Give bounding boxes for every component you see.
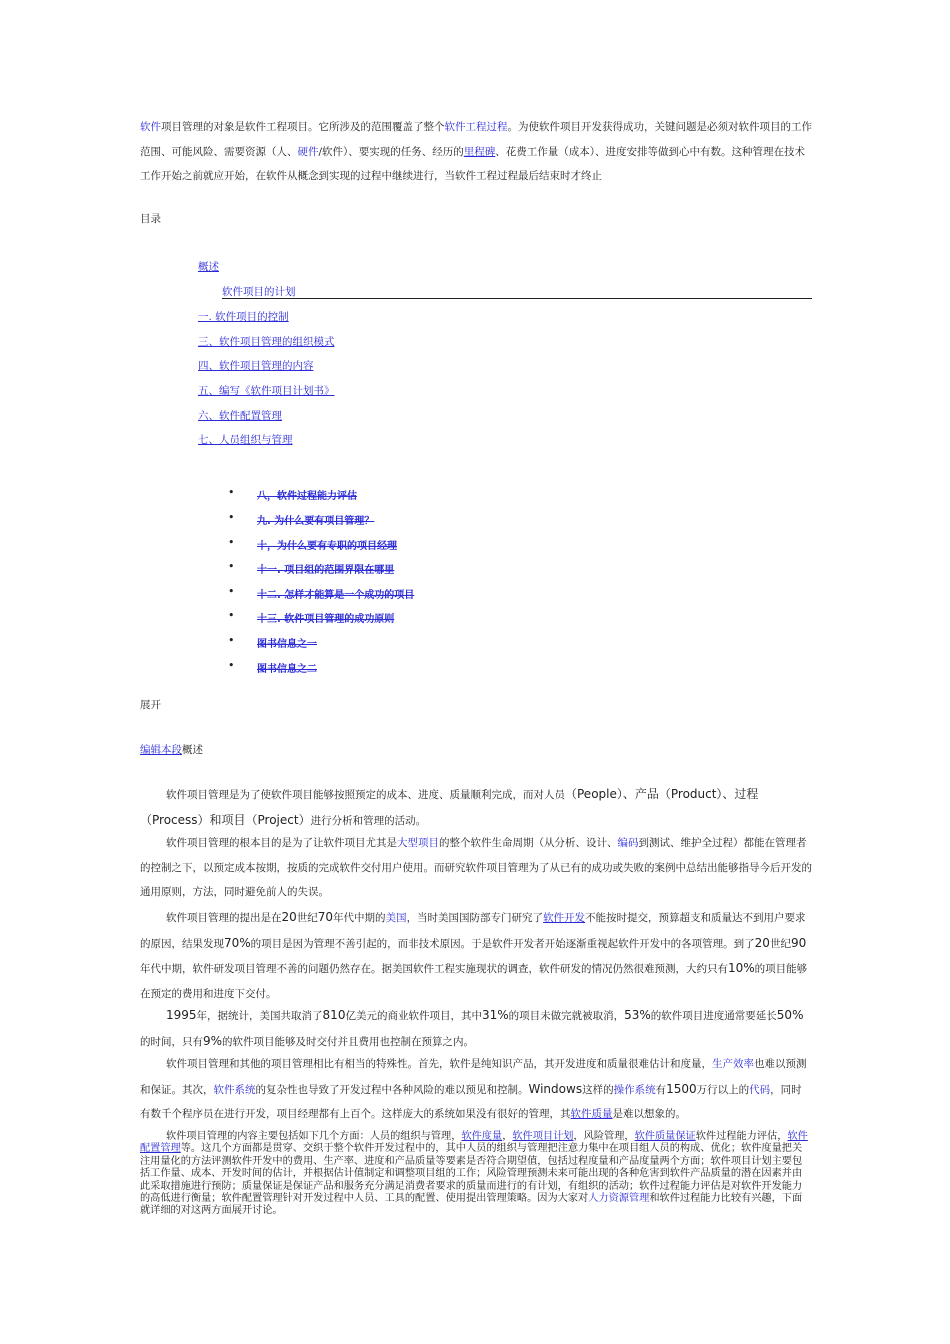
intro-link-software-engineering-process[interactable]: 软件工程过程 [444, 121, 508, 133]
toc-link-content[interactable]: 四、软件项目管理的内容 [198, 360, 314, 372]
paragraph-specialness: 软件项目管理和其他的项目管理相比有相当的特殊性。首先，软件是纯知识产品，其开发进度和质量很难估计和度量，生产效率也难以预测和保证。其次，软件系统的复杂性也导致了开发过程中各种风险的难以预见和控制。Windows这样的操作系统有1500万行以上的代码，同时有数千个程序员在进行开发，项目经理都有上百个。这样庞大的系统如果没有很好的管理，其软件质量是难以想象的。 [140, 1058, 807, 1120]
link-software-quality[interactable]: 软件质量 [570, 1108, 613, 1120]
section-title: 概述 [182, 744, 203, 756]
toc-link-overview[interactable]: 概述 [198, 261, 219, 273]
link-software-config-management[interactable]: 软件配置管理 [140, 1131, 808, 1155]
toc-divider [222, 298, 812, 299]
intro-link-milestone[interactable]: 里程碑 [463, 145, 496, 158]
toc-link-plan-doc[interactable]: 五、编写《软件项目计划书》 [198, 385, 335, 397]
link-human-resource-management[interactable]: 人力资源管理 [588, 1193, 650, 1205]
paragraph-history: 软件项目管理的提出是在20世纪70年代中期的美国，当时美国国防部专门研究了软件开发不能按时提交，预算超支和质量达不到用户要求的原因，结果发现70%的项目是因为管理不善引起的，而非技术原因。于是软件开发者开始逐渐重视起软件开发中的各项管理。到了20世纪90年代中期，软件研发项目管理不善的问题仍然存在。据美国软件工程实施现状的调查，软件研发的情况仍然很难预测，大约只有10%的项目能够在预定的费用和进度下交付。 [140, 910, 808, 1000]
link-software-quality-assurance[interactable]: 软件质量保证 [634, 1131, 696, 1142]
expand-toggle[interactable]: 展开 [140, 699, 161, 711]
paragraph-contents: 软件项目管理的内容主要包括如下几个方面：人员的组织与管理，软件度量，软件项目计划，风险管理，软件质量保证软件过程能力评估，软件配置管理等。这几个方面都是贯穿、交织于整个软件开发过程中的，其中人员的组织与管理把注意力集中在项目组人员的构成、优化；软件度量把关注用量化的方法评测软件开发中的费用、生产率、进度和产品质量等要素是否符合期望值，包括过程度量和产品度量两个方面；软件项目计划主要包括工作量、成本、开发时间的估计，并根据估计值制定和调整项目组的工作；风险管理预测未来可能出现的各种危害到软件产品质量的潜在因素并由此采取措施进行预防；质量保证是保证产品和服务充分满足消费者要求的质量而进行的有计划，有组织的活动；软件过程能力评估是对软件开发能力的高低进行衡量；软件配置管理针对开发过程中人员、工具的配置、使用提出管理策略。因为大家对人力资源管理和软件过程能力比较有兴趣，下面就详细的对这两方面展开讨论。 [140, 1131, 808, 1217]
toc-link-people[interactable]: 七、人员组织与管理 [198, 434, 293, 446]
toc-link-config[interactable]: 六、软件配置管理 [198, 410, 282, 422]
intro-link-software[interactable]: 软件 [140, 121, 161, 133]
link-software-project-plan[interactable]: 软件项目计划 [512, 1131, 574, 1142]
paragraph-statistics: 1995年，据统计，美国共取消了810亿美元的商业软件项目，其中31%的项目未做完就被取消，53%的软件项目进度通常要延长50%的时间，只有9%的软件项目能够及时交付并且费用也控制在预算之内。 [140, 1008, 804, 1048]
link-operating-system[interactable]: 操作系统 [613, 1083, 656, 1096]
link-coding[interactable]: 编码 [617, 837, 639, 849]
toc-link-project-plan[interactable]: 软件项目的计划 [222, 286, 296, 298]
link-software-metrics[interactable]: 软件度量 [461, 1131, 503, 1142]
link-large-project[interactable]: 大型项目 [397, 837, 439, 849]
paragraph-definition: 软件项目管理是为了使软件项目能够按照预定的成本、进度、质量顺利完成，而对人员（People）、产品（Product）、过程（Process）和项目（Project）进行分析和管理的活动。 [140, 787, 759, 827]
toc-link-control[interactable]: 一. 软件项目的控制 [198, 311, 289, 323]
toc-title: 目录 [140, 213, 161, 225]
intro-link-hardware[interactable]: 硬件 [297, 145, 319, 158]
toc-link-org-model[interactable]: 三、软件项目管理的组织模式 [198, 336, 335, 348]
edit-section-link[interactable]: 编辑本段 [140, 744, 182, 756]
paragraph-purpose: 软件项目管理的根本目的是为了让软件项目尤其是大型项目的整个软件生命周期（从分析、设计、编码到测试、维护全过程）都能在管理者的控制之下，以预定成本按期，按质的完成软件交付用户使用。而研究软件项目管理为了从已有的成功或失败的案例中总结出能够指导今后开发的通用原则，方法，同时避免前人的失误。 [140, 837, 812, 898]
intro-paragraph: 软件项目管理的对象是软件工程项目。它所涉及的范围覆盖了整个软件工程过程。为使软件项目开发获得成功，关键问题是必须对软件项目的工作范围、可能风险、需要资源（人、硬件/软件）、要实现的任务、经历的里程碑、花费工作量（成本）、进度安排等做到心中有数。这种管理在技术工作开始之前就应开始，在软件从概念到实现的过程中继续进行，当软件工程过程最后结束时才终止 [140, 121, 812, 182]
section-heading [140, 742, 203, 757]
link-software-development[interactable]: 软件开发 [543, 912, 586, 924]
link-code[interactable]: 代码 [749, 1083, 771, 1096]
link-productivity[interactable]: 生产效率 [712, 1058, 754, 1070]
link-usa[interactable]: 美国 [385, 912, 407, 924]
link-software-system[interactable]: 软件系统 [213, 1083, 256, 1096]
